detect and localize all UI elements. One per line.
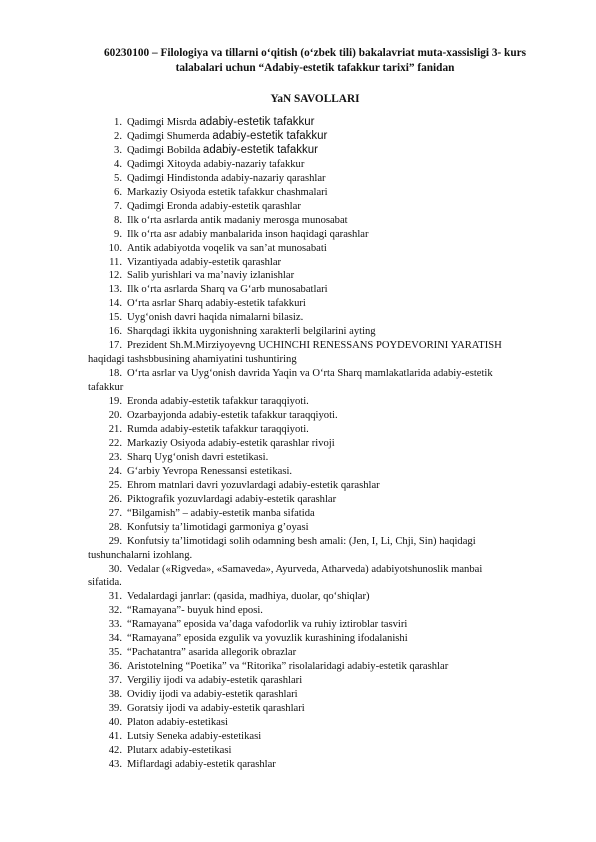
question-number: 37. [108, 675, 122, 687]
question-text: Plutarx adabiy-estetikasi [127, 744, 232, 756]
question-number: 41. [108, 730, 122, 742]
question-number: 15. [108, 312, 122, 324]
question-item [110, 130, 526, 144]
question-text-tail: adabiy-estetik tafakkur [199, 116, 315, 128]
question-item [110, 283, 526, 297]
question-number: 40. [108, 716, 122, 728]
question-text: Markaziy Osiyoda estetik tafakkur chashmalari [127, 186, 328, 198]
question-text: Eronda adabiy-estetik tafakkur taraqqiyoti. [127, 396, 309, 408]
question-item [110, 646, 526, 660]
question-number: 14. [108, 298, 122, 310]
question-text: Ilk o‘rta asrlarda antik madaniy merosga munosabat [127, 214, 348, 226]
question-text: Miflardagi adabiy-estetik qarashlar [127, 758, 276, 770]
question-item [110, 256, 526, 270]
question-text: Uyg‘onish davri haqida nimalarni bilasiz. [127, 312, 304, 324]
question-text-continuation: sifatida. [88, 577, 122, 589]
question-item [110, 144, 526, 158]
question-number: 12. [108, 270, 122, 282]
question-text-continuation: tushunchalarni izohlang. [88, 549, 193, 561]
question-number: 18. [108, 368, 122, 380]
question-item [110, 214, 526, 228]
question-number: 5. [114, 172, 122, 184]
question-item [110, 730, 526, 744]
question-item [110, 325, 526, 339]
question-item [110, 507, 526, 521]
question-number: 13. [108, 284, 122, 296]
question-item [110, 242, 526, 256]
question-item [88, 563, 526, 591]
question-number: 4. [114, 158, 122, 170]
question-text: “Ramayana” eposida va’daga vafodorlik va ruhiy iztiroblar tasviri [127, 619, 408, 631]
question-item [110, 716, 526, 730]
question-number: 9. [114, 228, 122, 240]
question-item [110, 632, 526, 646]
question-number: 1. [114, 117, 122, 128]
question-text: Konfutsiy ta’limotidagi solih odamning besh amali: (Jen, I, Li, Chji, Sin) haqidagi [127, 535, 476, 547]
question-text: Salib yurishlari va ma’naviy izlanishlar [127, 270, 295, 282]
question-item [110, 702, 526, 716]
question-item [110, 158, 526, 172]
question-text: Antik adabiyotda voqelik va san’at munosabati [127, 242, 327, 254]
question-item [110, 423, 526, 437]
question-number: 8. [114, 214, 122, 226]
question-number: 29. [108, 535, 122, 547]
question-number: 43. [108, 758, 122, 770]
question-number: 24. [108, 465, 122, 477]
question-number: 36. [108, 661, 122, 673]
question-number: 3. [114, 144, 122, 156]
question-text: Qadimgi Shumerda [127, 130, 213, 142]
question-number: 33. [108, 619, 122, 631]
question-number: 6. [114, 186, 122, 198]
question-number: 21. [108, 423, 122, 435]
question-text: Ilk o‘rta asrlarda Sharq va G‘arb munosabatlari [127, 284, 328, 296]
question-text: “Ramayana” eposida ezgulik va yovuzlik kurashining ifodalanishi [127, 633, 408, 645]
question-text: Rumda adabiy-estetik tafakkur taraqqiyoti. [127, 423, 309, 435]
question-number: 30. [108, 563, 122, 575]
question-item [110, 758, 526, 772]
question-text: Qadimgi Eronda adabiy-estetik qarashlar [127, 200, 301, 212]
question-item [110, 744, 526, 758]
question-text: Vedalardagi janrlar: (qasida, madhiya, duolar, qo‘shiqlar) [127, 591, 370, 603]
question-item [110, 311, 526, 325]
question-item [110, 674, 526, 688]
question-text: “Pachatantra” asarida allegorik obrazlar [127, 647, 297, 659]
question-item [110, 493, 526, 507]
question-item [110, 297, 526, 311]
question-item [110, 465, 526, 479]
question-text: Vergiliy ijodi va adabiy-estetik qarashlari [127, 675, 303, 687]
question-number: 2. [114, 130, 122, 142]
question-item [110, 437, 526, 451]
question-item [88, 367, 526, 395]
question-number: 7. [114, 200, 122, 212]
question-item [110, 409, 526, 423]
question-number: 42. [108, 744, 122, 756]
question-text: Sharq Uyg‘onish davri estetikasi. [127, 451, 269, 463]
question-text: Sharqdagi ikkita uygonishning xarakterli belgilarini ayting [127, 326, 376, 338]
question-text: Piktografik yozuvlardagi adabiy-estetik qarashlar [127, 493, 337, 505]
question-number: 17. [108, 340, 122, 352]
question-text: Konfutsiy ta’limotidagi garmoniya g’oyasi [127, 521, 309, 533]
question-item [110, 269, 526, 283]
question-text: Vedalar («Rigveda», «Samaveda», Ayurveda, Atharveda) adabiyotshunoslik manbai [127, 563, 483, 575]
question-number: 38. [108, 689, 122, 701]
question-item [110, 479, 526, 493]
question-item [88, 339, 526, 367]
question-text-continuation: tafakkur [88, 382, 124, 394]
question-item [110, 228, 526, 242]
question-text: Vizantiyada adabiy-estetik qarashlar [127, 256, 282, 268]
question-item [110, 660, 526, 674]
question-text: “Ramayana”- buyuk hind eposi. [127, 605, 263, 617]
question-item [110, 604, 526, 618]
question-text-tail: adabiy-estetik tafakkur [212, 129, 328, 142]
question-number: 23. [108, 451, 122, 463]
question-text: O‘rta asrlar Sharq adabiy-estetik tafakkuri [127, 298, 306, 310]
question-text: “Bilgamish” – adabiy-estetik manba sifatida [127, 507, 315, 519]
question-text: Lutsiy Seneka adabiy-estetikasi [127, 730, 262, 742]
question-number: 19. [108, 396, 122, 408]
question-item [88, 535, 526, 563]
question-text: Qadimgi Bobilda [127, 144, 203, 156]
question-item [110, 590, 526, 604]
question-number: 35. [108, 647, 122, 659]
question-text: O‘rta asrlar va Uyg‘onish davrida Yaqin va O‘rta Sharq mamlakatlarida adabiy-estetik [127, 368, 493, 380]
question-text-continuation: haqidagi tashsbbusining ahamiyatini tushuntiring [88, 354, 297, 366]
document-title: 60230100 – Filologiya va tillarni o‘qitish (o‘zbek tili) bakalavriat muta-xassisligi 3- kurs talabalari uchun “Adabiy-estetik tafakkur tarixi” fanidan [103, 47, 527, 74]
question-item [110, 451, 526, 465]
question-number: 26. [108, 493, 122, 505]
document-subtitle: YaN SAVOLLARI [270, 93, 360, 105]
question-text-tail: adabiy-estetik tafakkur [202, 143, 318, 156]
question-number: 22. [108, 437, 122, 449]
question-number: 25. [108, 479, 122, 491]
question-text: Qadimgi Xitoyda adabiy-nazariy tafakkur [127, 158, 305, 170]
question-text: Ovidiy ijodi va adabiy-estetik qarashlari [127, 689, 298, 701]
question-text: Qadimgi Hindistonda adabiy-nazariy qarashlar [127, 172, 326, 184]
question-number: 28. [108, 521, 122, 533]
question-item [110, 172, 526, 186]
question-text: G‘arbiy Yevropa Renessansi estetikasi. [127, 465, 293, 477]
question-number: 27. [108, 507, 122, 519]
question-item [110, 618, 526, 632]
question-number: 39. [108, 703, 122, 715]
question-item [110, 521, 526, 535]
question-number: 20. [108, 410, 122, 422]
question-item [110, 186, 526, 200]
question-text: Aristotelning “Poetika” va “Ritorika” risolalaridagi adabiy-estetik qarashlar [127, 661, 449, 673]
question-item [110, 200, 526, 214]
question-number: 16. [108, 326, 122, 338]
question-list [88, 116, 526, 772]
question-number: 31. [108, 591, 122, 603]
question-text: Platon adabiy-estetikasi [127, 716, 228, 728]
question-number: 11. [109, 256, 122, 268]
question-item [110, 395, 526, 409]
question-text: Ilk o‘rta asr adabiy manbalarida inson haqidagi qarashlar [127, 228, 369, 240]
question-item [110, 116, 526, 130]
question-text: Ehrom matnlari davri yozuvlardagi adabiy-estetik qarashlar [127, 479, 380, 491]
question-number: 34. [108, 633, 122, 645]
question-number: 32. [108, 605, 122, 617]
question-text: Ozarbayjonda adabiy-estetik tafakkur taraqqiyoti. [127, 410, 338, 422]
question-text: Prezident Sh.M.Mirziyoyevng UCHINCHI RENESSANS POYDEVORINI YARATISH [127, 340, 502, 352]
question-text: Goratsiy ijodi va adabiy-estetik qarashlari [127, 703, 305, 715]
question-number: 10. [108, 242, 122, 254]
question-text: Qadimgi Misrda [127, 117, 200, 128]
question-item [110, 688, 526, 702]
question-text: Markaziy Osiyoda adabiy-estetik qarashlar rivoji [127, 437, 335, 449]
